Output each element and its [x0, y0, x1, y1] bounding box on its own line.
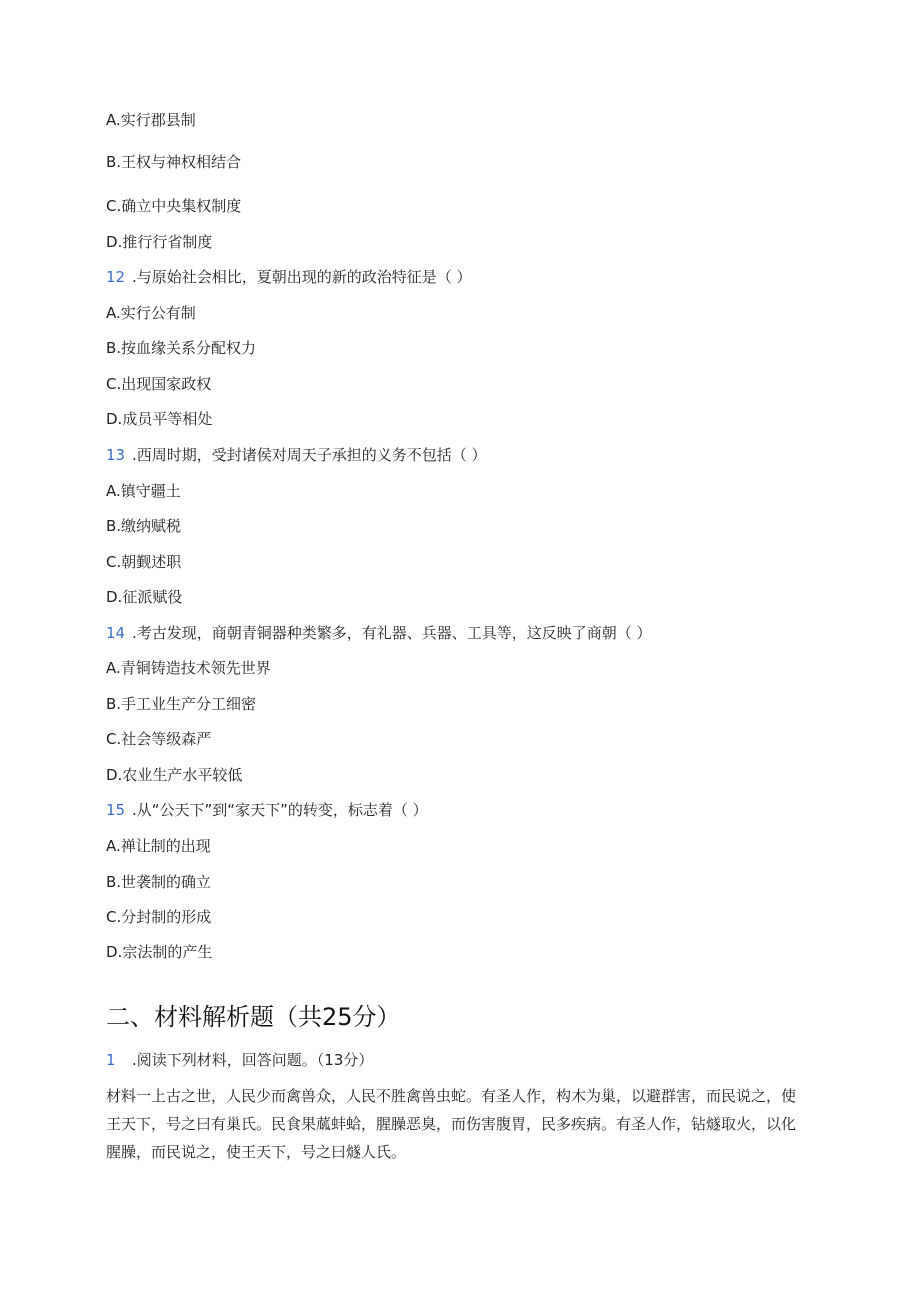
- section-heading: 二、材料解析题（共25分）: [106, 1003, 401, 1031]
- q14-number: 14: [106, 624, 126, 642]
- q13-text: .西周时期，受封诸侯对周天子承担的义务不包括（ ）: [132, 446, 487, 464]
- q14-stem: [106, 623, 652, 643]
- q15-stem: [106, 800, 428, 820]
- q14-option-c: C.社会等级森严: [106, 730, 212, 748]
- q12-text: .与原始社会相比，夏朝出现的新的政治特征是（ ）: [132, 268, 472, 286]
- q13-option-d: D.征派赋役: [106, 588, 183, 606]
- q12-option-a: A.实行公有制: [106, 304, 196, 322]
- q14-option-d: D.农业生产水平较低: [106, 766, 243, 784]
- q12-option-b: B.按血缘关系分配权力: [106, 339, 257, 357]
- q11-option-d: D.推行行省制度: [106, 233, 213, 251]
- q11-option-b: B.王权与神权相结合: [106, 153, 242, 171]
- q13-stem: [106, 445, 487, 465]
- q12-option-c: C.出现国家政权: [106, 375, 212, 393]
- q14-option-a: A.青铜铸造技术领先世界: [106, 659, 271, 677]
- q11-option-a: A.实行郡县制: [106, 111, 196, 129]
- q13-option-c: C.朝觐述职: [106, 553, 182, 571]
- q15-text: .从“公天下”到“家天下”的转变，标志着（ ）: [132, 801, 428, 819]
- q12-number: 12: [106, 268, 126, 286]
- q15-option-d: D.宗法制的产生: [106, 943, 213, 961]
- q13-number: 13: [106, 446, 126, 464]
- q13-option-a: A.镇守疆土: [106, 482, 181, 500]
- q11-option-c: C.确立中央集权制度: [106, 197, 242, 215]
- q14-option-b: B.手工业生产分工细密: [106, 695, 257, 713]
- q15-option-a: A.禅让制的出现: [106, 837, 211, 855]
- material-question-number: 1: [106, 1051, 116, 1069]
- q15-number: 15: [106, 801, 126, 819]
- material-passage: 材料一上古之世，人民少而禽兽众，人民不胜禽兽虫蛇。有圣人作，构木为巢，以避群害，而民说之，使王天下，号之曰有巢氏。民食果蓏蚌蛤，腥臊恶臭，而伤害腹胃，民多疾病。有圣人作，钻燧取火，以化腥臊，而民说之，使王天下，号之曰燧人氏。: [106, 1087, 797, 1161]
- q14-text: .考古发现，商朝青铜器种类繁多，有礼器、兵器、工具等，这反映了商朝（ ）: [132, 624, 652, 642]
- material-question-text: .阅读下列材料，回答问题。（13分）: [132, 1051, 374, 1069]
- q13-option-b: B.缴纳赋税: [106, 517, 182, 535]
- q15-option-c: C.分封制的形成: [106, 908, 212, 926]
- q12-option-d: D.成员平等相处: [106, 410, 213, 428]
- q12-stem: [106, 267, 472, 287]
- material-question-stem: [106, 1050, 373, 1070]
- q15-option-b: B.世袭制的确立: [106, 873, 212, 891]
